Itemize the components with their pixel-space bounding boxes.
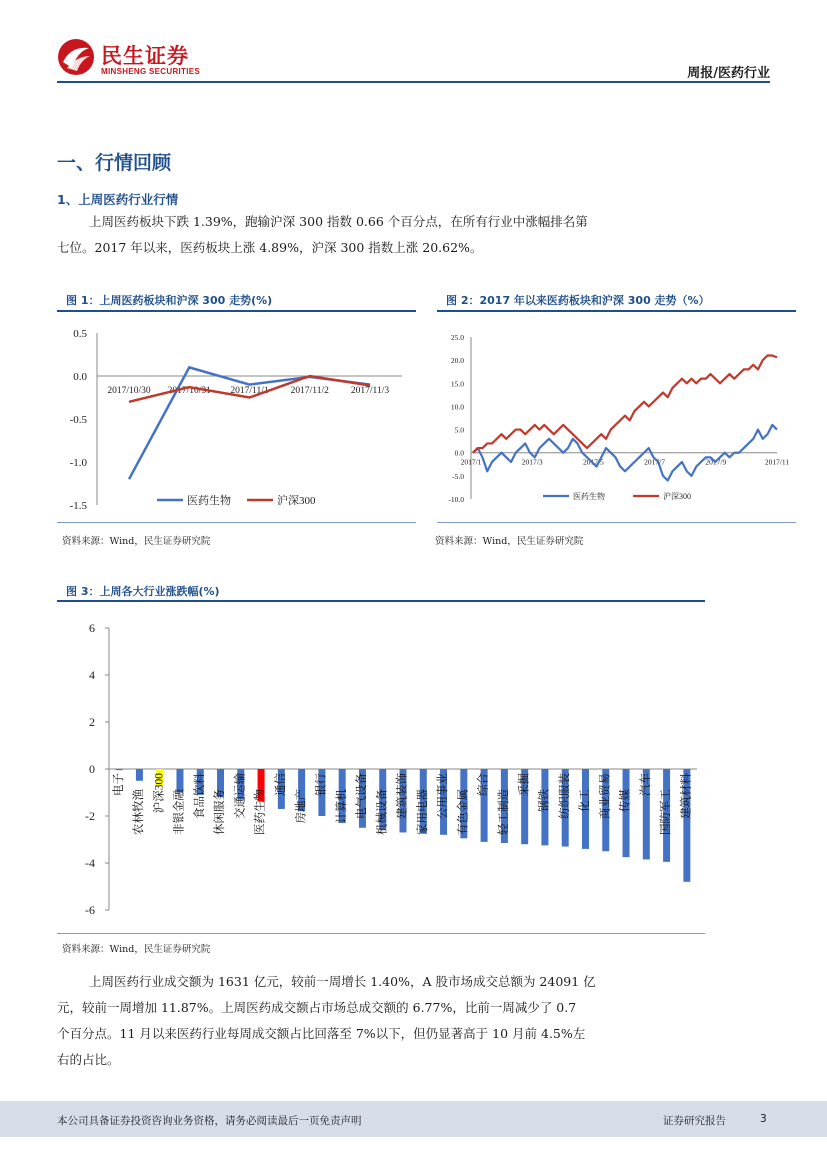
fig3-source: 资料来源：Wind，民生证券研究院 [62,944,211,955]
intro-line-1: 上周医药板块下跌 1.39%，跑输沪深 300 指数 0.66 个百分点，在所有行业中涨幅排名第 [89,214,588,229]
fig1-series-line [129,367,370,479]
fig1-chart [57,313,416,520]
fig3-y-tick-label: -2 [85,809,95,823]
fig1-x-tick-label: 2017/10/30 [107,386,151,396]
fig2-x-tick-label: 2017/1 [460,457,482,467]
fig3-category-label: 国防军工 [660,789,673,835]
fig3-category-label: 食品饮料 [193,773,206,819]
footer-disclaimer: 本公司具备证券投资咨询业务资格，请务必阅读最后一页免责声明 [57,1115,362,1127]
fig1-y-tick-label: 0.0 [73,371,87,383]
fig3-category-label: 建筑装饰 [396,773,409,819]
fig2-y-tick-label: 20.0 [450,356,464,366]
logo-english: MINSHENG SECURITIES [101,67,201,76]
fig3-category-label: 医药生物 [254,789,267,835]
fig3-category-label: 机械设备 [376,789,389,835]
fig3-category-label: 家用电器 [416,789,429,835]
fig3-category-label: 沪深300 [153,773,166,814]
fig2-rule-top [437,310,796,312]
fig3-y-tick-label: 4 [89,668,95,682]
fig2-y-tick-label: 25.0 [450,333,464,342]
fig2-x-tick-label: 2017/9 [705,457,727,467]
fig1-y-tick-label: -0.5 [69,414,87,426]
fig2-x-tick-label: 2017/7 [644,457,666,467]
fig2-x-tick-label: 2017/5 [582,457,604,467]
fig3-category-label: 建筑材料 [680,773,693,819]
fig3-category-label: 交通运输 [234,773,247,819]
fig2-chart [437,313,796,520]
fig3-category-label: 钢铁 [538,789,551,812]
header [0,0,827,85]
closing-line-1: 上周医药行业成交额为 1631 亿元，较前一周增长 1.40%，A 股市场成交总额为 24091 亿 [89,974,596,989]
closing-line-3: 个百分点。11 月以来医药行业每周成交额占比回落至 7%以下，但仍显著高于 10 月前 4.5%左 [57,1026,586,1041]
fig3-category-label: 化工 [579,789,592,812]
fig2-legend-label: 医药生物 [573,492,605,501]
minsheng-logo-icon [57,38,95,76]
fig3-category-label: 房地产 [295,789,308,824]
section-title: 一、行情回顾 [57,152,172,174]
fig3-y-tick-label: 2 [89,715,95,729]
fig3-title: 图 3：上周各大行业涨跌幅(%) [66,585,220,598]
fig2-y-tick-label: 0.0 [454,448,464,458]
fig3-category-label: 纺织服装 [558,773,571,819]
fig3-category-label: 银行 [315,773,328,796]
page-number: 3 [760,1113,767,1125]
fig3-bar [136,769,143,781]
fig1-x-tick-label: 2017/11/1 [230,386,269,396]
fig1-legend-label: 沪深300 [277,495,316,507]
fig3-category-label: 综合 [477,773,490,796]
fig3-category-label: 公用事业 [437,773,450,819]
fig2-title: 图 2：2017 年以来医药板块和沪深 300 走势（%） [446,294,710,307]
fig3-category-label: 轻工制造 [498,789,511,835]
fig3-chart [57,603,705,931]
fig3-bar [176,769,183,793]
fig3-rule-top [57,600,705,602]
fig3-category-label: 商业贸易 [599,773,612,819]
fig3-y-tick-label: -4 [85,856,95,870]
fig2-rule-bottom [437,522,796,523]
fig2-x-tick-label: 2017/11 [764,457,790,467]
closing-line-2: 元，较前一周增加 11.87%。上周医药成交额占市场总成交额的 6.77%，比前一周减少了 0.7 [57,1000,577,1015]
fig2-legend-label: 沪深300 [663,492,691,501]
fig1-source: 资料来源：Wind，民生证券研究院 [62,536,211,547]
fig3-bar [116,769,123,770]
fig3-category-label: 传媒 [619,789,632,812]
fig3-category-label: 电子 [112,773,125,796]
fig2-y-tick-label: 5.0 [454,425,464,435]
fig2-series-line [473,356,777,453]
fig2-y-tick-label: -5.0 [452,471,464,481]
fig1-y-tick-label: 0.5 [73,328,87,340]
fig2-y-tick-label: -10.0 [448,495,464,504]
fig1-y-tick-label: -1.5 [69,500,87,512]
fig2-x-tick-label: 2017/3 [521,457,543,467]
fig1-x-tick-label: 2017/11/2 [290,386,329,396]
fig2-y-tick-label: 10.0 [450,402,464,412]
fig1-rule-top [57,310,416,312]
fig2-source: 资料来源：Wind，民生证券研究院 [435,536,584,547]
fig3-category-label: 农林牧渔 [133,789,146,835]
fig3-category-label: 计算机 [335,789,348,824]
fig3-category-label: 非银金融 [173,789,186,835]
section-subtitle: 1、上周医药行业行情 [57,192,179,207]
footer-report-label: 证券研究报告 [663,1115,726,1127]
fig1-x-tick-label: 2017/11/3 [350,386,390,396]
fig1-y-tick-label: -1.0 [69,457,87,469]
fig3-rule-bottom [57,933,705,934]
fig3-y-tick-label: 0 [89,762,95,776]
fig3-bar [623,769,630,857]
fig2-y-tick-label: 15.0 [450,379,464,389]
closing-line-4: 右的占比。 [57,1052,120,1067]
logo-chinese: 民生证券 [101,44,189,68]
fig3-category-label: 采掘 [518,773,531,796]
fig3-category-label: 有色金属 [457,789,470,835]
fig3-y-tick-label: 6 [89,621,95,635]
fig3-category-label: 通信 [274,773,287,796]
fig1-rule-bottom [57,522,416,523]
fig1-title: 图 1：上周医药板块和沪深 300 走势(%) [66,294,273,307]
intro-line-2: 七位。2017 年以来，医药板块上涨 4.89%，沪深 300 指数上涨 20.62%。 [57,240,483,255]
fig3-category-label: 汽车 [639,773,652,796]
fig1-x-tick-label: 2017/10/31 [167,386,211,396]
fig1-legend-label: 医药生物 [187,495,231,507]
fig3-y-tick-label: -6 [85,903,95,917]
fig3-category-label: 电气设备 [356,773,369,819]
report-type: 周报/医药行业 [687,66,770,81]
fig3-category-label: 休闲服务 [214,789,227,835]
header-rule [57,81,770,83]
